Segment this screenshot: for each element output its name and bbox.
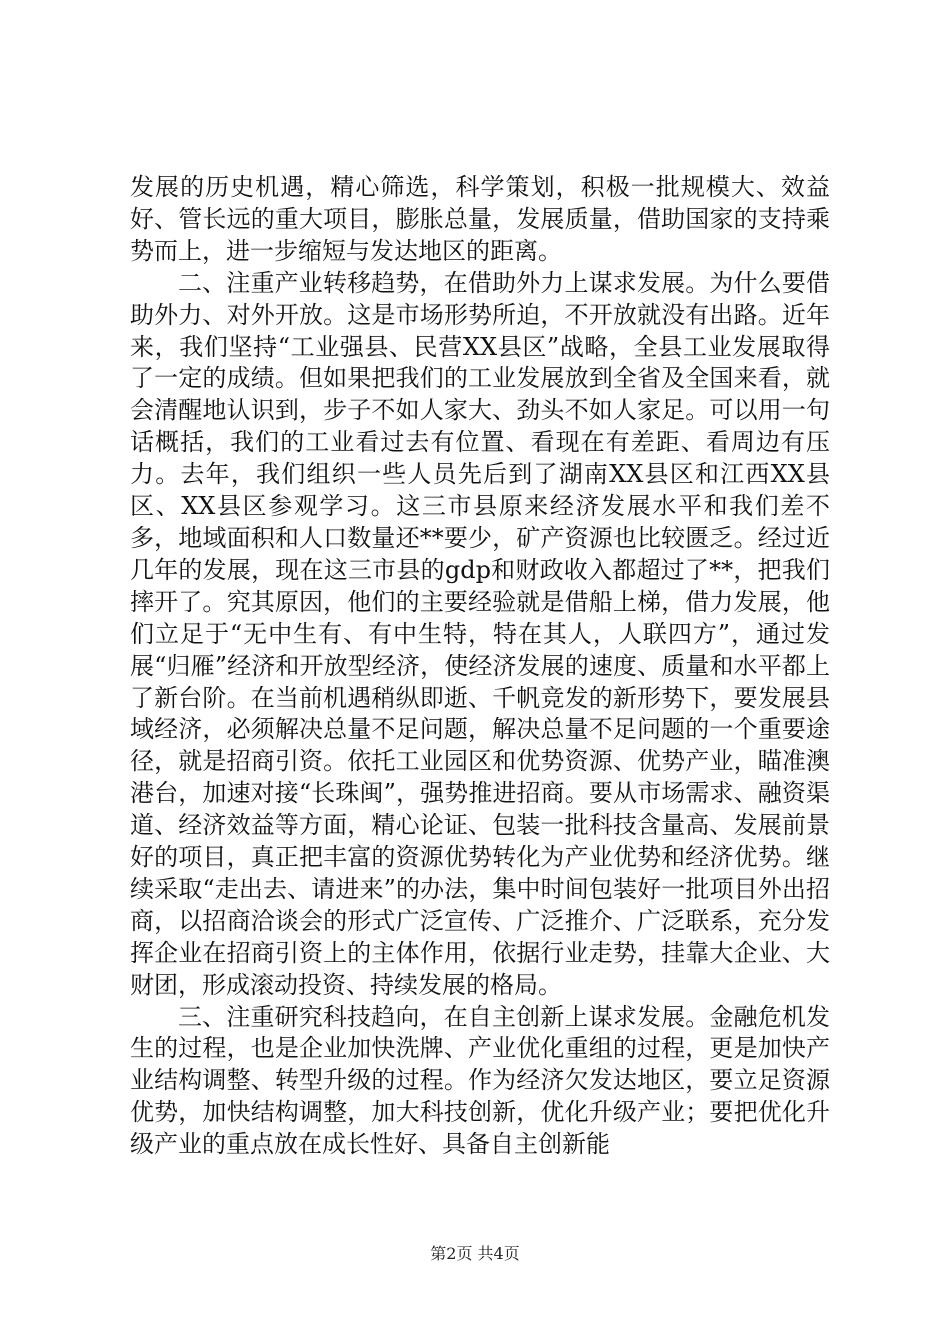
paragraph-2: 二、注重产业转移趋势，在借助外力上谋求发展。为什么要借助外力、对外开放。这是市场形势所迫，不开放就没有出路。近年来，我们坚持“工业强县、民营XX县区”战略，全县工业发展取得了一定的成绩。但如果把我们的工业发展放到全省及全国来看，就会清醒地认识到，步子不如人家大、劲头不如人家足。可以用一句话概括，我们的工业看过去有位置、看现在有差距、看周边有压力。去年，我们组织一些人员先后到了湖南XX县区和江西XX县区、XX县区参观学习。这三市县原来经济发展水平和我们差不多，地域面积和人口数量还**要少，矿产资源也比较匮乏。经过近几年的发展，现在这三市县的gdp和财政收入都超过了**，把我们摔开了。究其原因，他们的主要经验就是借船上梯，借力发展，他们立足于“无中生有、有中生特，特在其人，人联四方”，通过发展“归雁”经济和开放型经济，使经济发展的速度、质量和水平都上了新台阶。在当前机遇稍纵即逝、千帆竞发的新形势下，要发展县域经济，必须解决总量不足问题，解决总量不足问题的一个重要途径，就是招商引资。依托工业园区和优势资源、优势产业，瞄准澳港台，加速对接“长珠闽”，强势推进招商。要从市场需求、融资渠道、经济效益等方面，精心论证、包装一批科技含量高、发展前景好的项目，真正把丰富的资源优势转化为产业优势和经济优势。继续采取“走出去、请进来”的办法，集中时间包装好一批项目外出招商，以招商洽谈会的形式广泛宣传、广泛推介、广泛联系，充分发挥企业在招商引资上的主体作用，依据行业走势，挂靠大企业、大财团，形成滚动投资、持续发展的格局。 [130, 268, 830, 999]
page-number-label: 第2页 共4页 [430, 1244, 520, 1263]
paragraph-3: 三、注重研究科技趋向，在自主创新上谋求发展。金融危机发生的过程，也是企业加快洗牌、产业优化重组的过程，更是加快产业结构调整、转型升级的过程。作为经济欠发达地区，要立足资源优势，加快结构调整，加大科技创新，优化升级产业；要把优化升级产业的重点放在成长性好、具备自主创新能 [130, 1002, 830, 1159]
page-footer [0, 1243, 950, 1265]
body-text [130, 172, 830, 1161]
paragraph-1: 发展的历史机遇，精心筛选，科学策划，积极一批规模大、效益好、管长远的重大项目，膨胀总量，发展质量，借助国家的支持乘势而上，进一步缩短与发达地区的距离。 [130, 173, 830, 265]
